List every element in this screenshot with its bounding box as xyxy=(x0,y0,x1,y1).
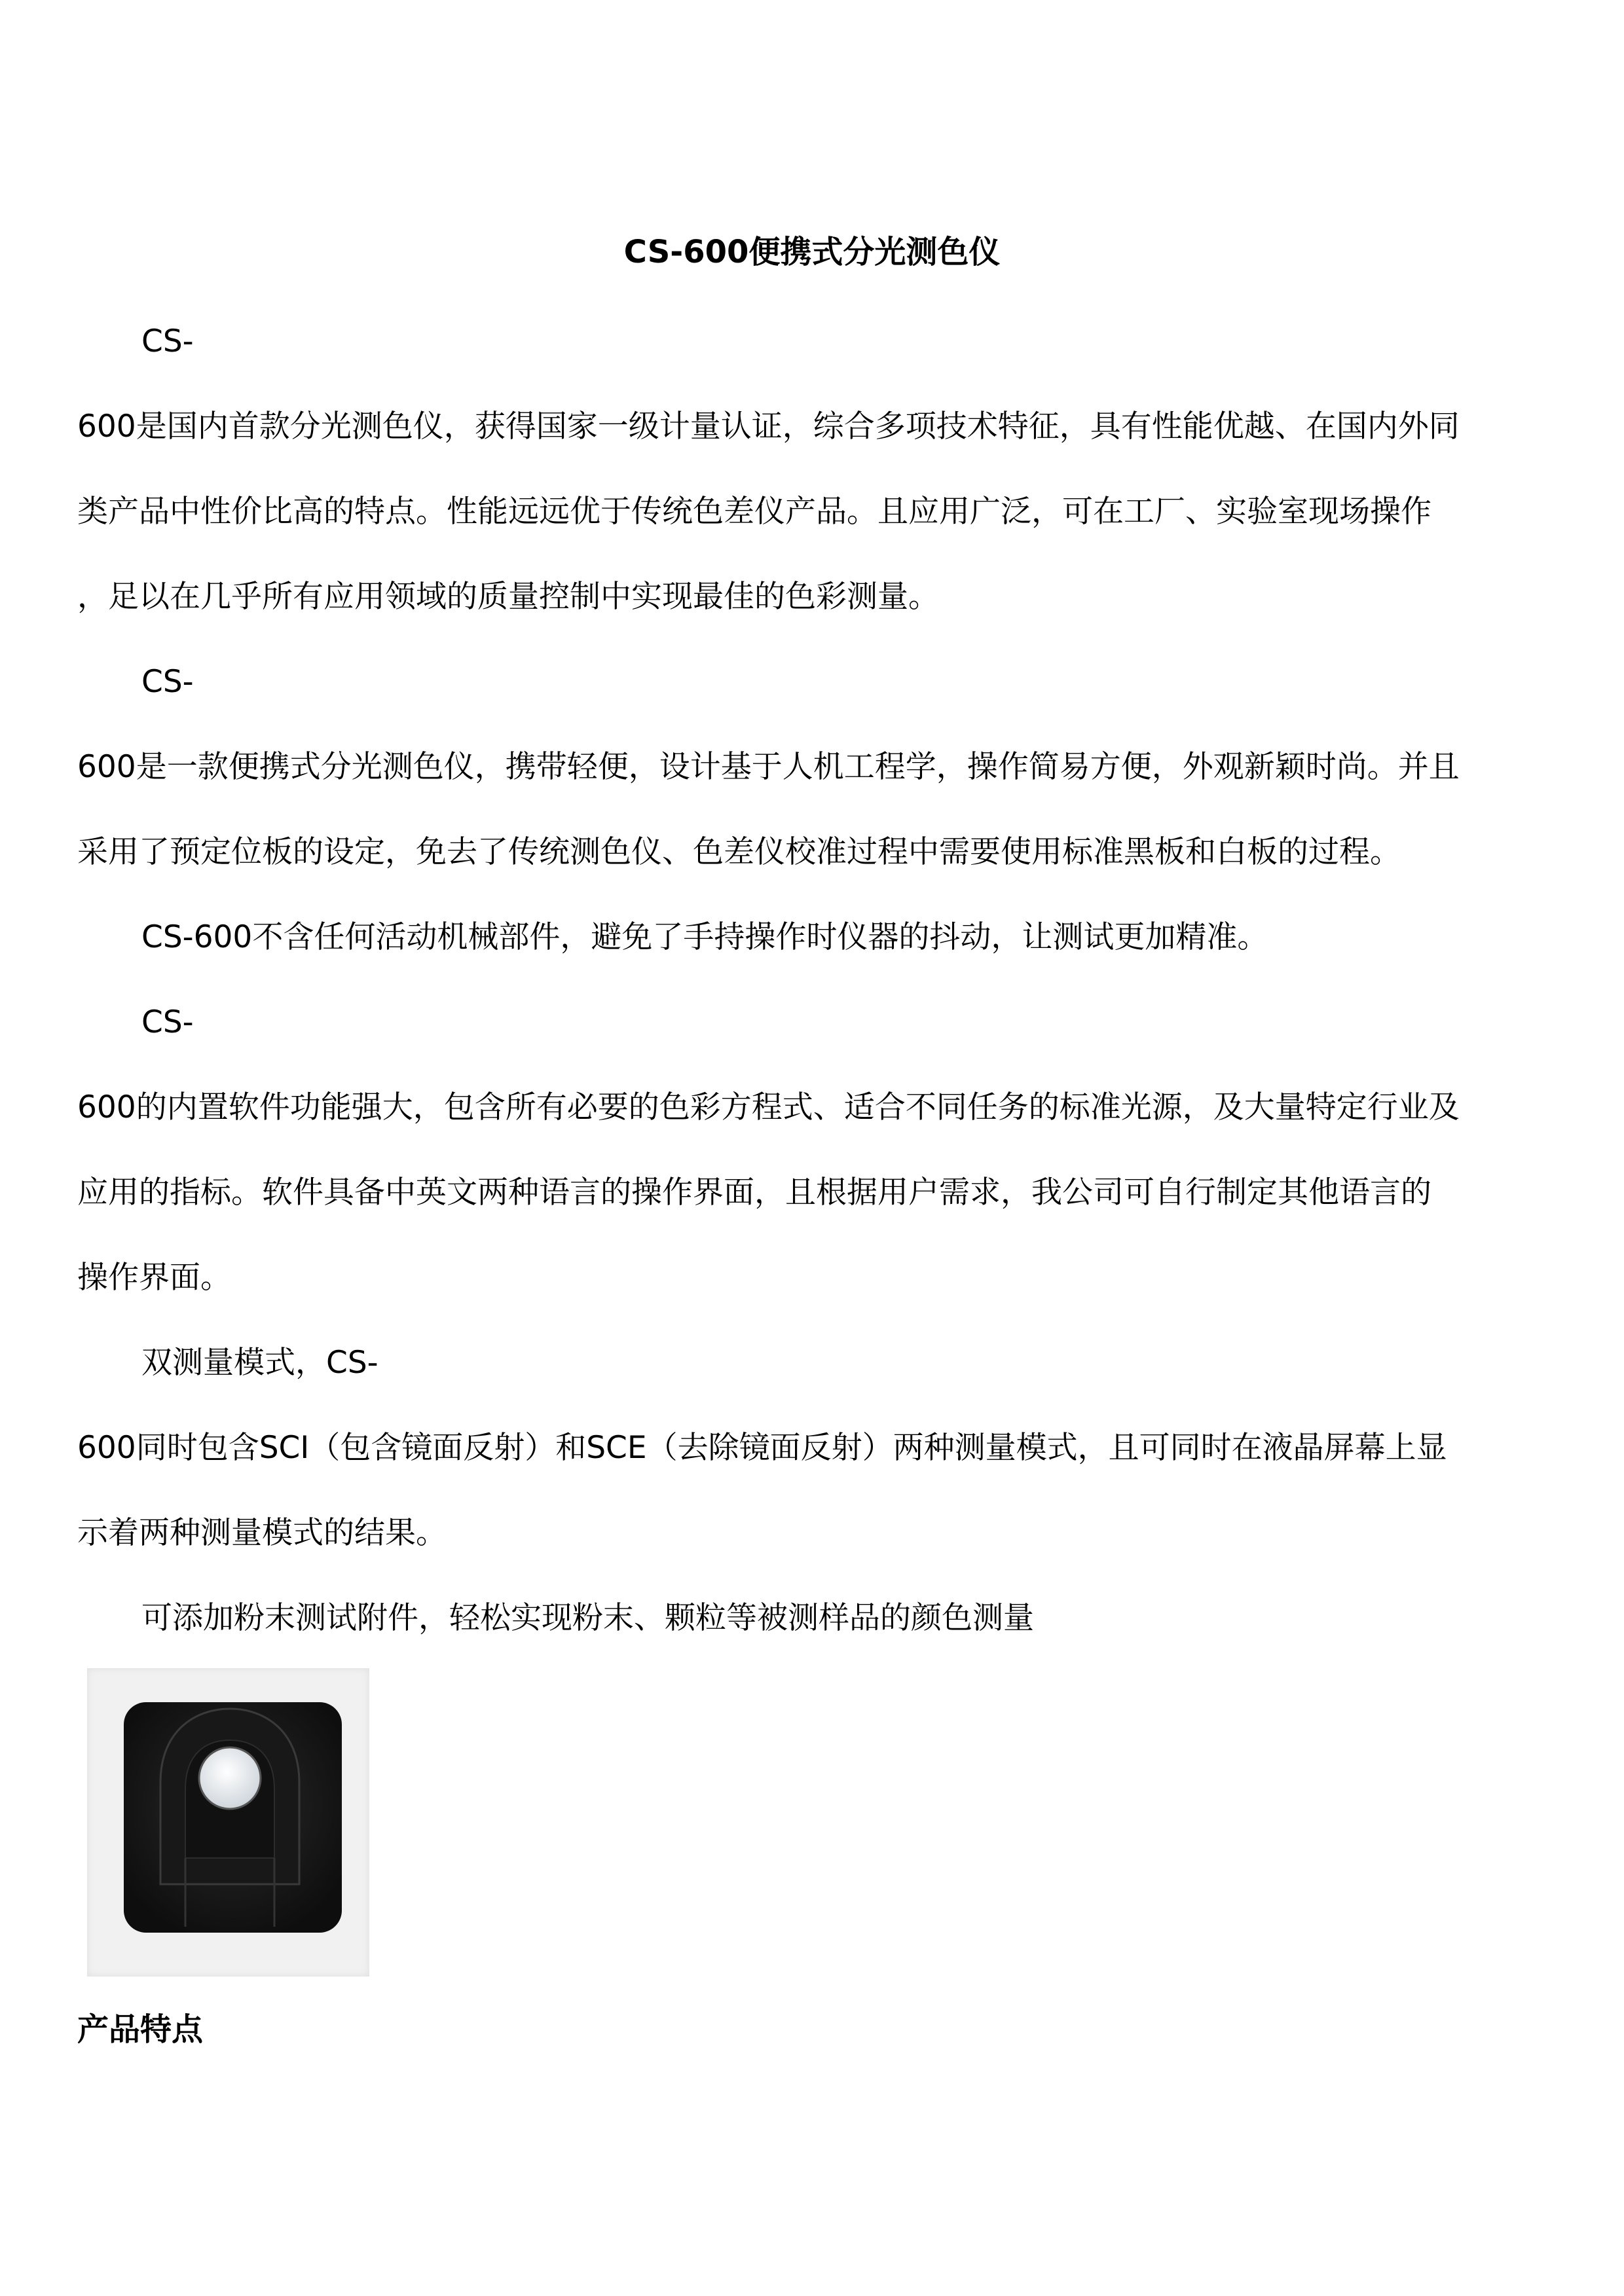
paragraph-4-line-1: CS- xyxy=(141,1004,194,1040)
paragraph-1-line-3: 类产品中性价比高的特点。性能远远优于传统色差仪产品。且应用广泛，可在工厂、实验室现场操作 xyxy=(77,494,1431,530)
paragraph-3-line-1: CS-600不含任何活动机械部件，避免了手持操作时仪器的抖动，让测试更加精准。 xyxy=(141,919,1268,955)
paragraph-1-line-4: ，足以在几乎所有应用领域的质量控制中实现最佳的色彩测量。 xyxy=(77,579,939,615)
paragraph-6-line-1: 可添加粉末测试附件，轻松实现粉末、颗粒等被测样品的颜色测量 xyxy=(141,1600,1034,1636)
paragraph-1-line-1: CS- xyxy=(141,323,194,359)
paragraph-4-line-4: 操作界面。 xyxy=(77,1260,231,1296)
paragraph-4-line-3: 应用的指标。软件具备中英文两种语言的操作界面，且根据用户需求，我公司可自行制定其他语言的 xyxy=(77,1175,1431,1211)
document-title: CS-600便携式分光测色仪 xyxy=(623,234,1001,270)
paragraph-5-line-3: 示着两种测量模式的结果。 xyxy=(77,1515,447,1551)
paragraph-1-line-2: 600是国内首款分光测色仪，获得国家一级计量认证，综合多项技术特征，具有性能优越、在国内外同 xyxy=(77,409,1460,445)
paragraph-2-line-1: CS- xyxy=(141,664,194,700)
paragraph-4-line-2: 600的内置软件功能强大，包含所有必要的色彩方程式、适合不同任务的标准光源，及大量特定行业及 xyxy=(77,1089,1460,1125)
paragraph-2-line-2: 600是一款便携式分光测色仪，携带轻便，设计基于人机工程学，操作简易方便，外观新颖时尚。并且 xyxy=(77,749,1460,785)
paragraph-5-line-2: 600同时包含SCI（包含镜面反射）和SCE（去除镜面反射）两种测量模式，且可同时在液晶屏幕上显 xyxy=(77,1430,1447,1466)
section-heading: 产品特点 xyxy=(77,2011,204,2048)
powder-accessory-photo xyxy=(87,1668,369,1977)
paragraph-5-line-1: 双测量模式，CS- xyxy=(141,1345,378,1381)
paragraph-2-line-3: 采用了预定位板的设定，免去了传统测色仪、色差仪校准过程中需要使用标准黑板和白板的过程。 xyxy=(77,834,1401,870)
